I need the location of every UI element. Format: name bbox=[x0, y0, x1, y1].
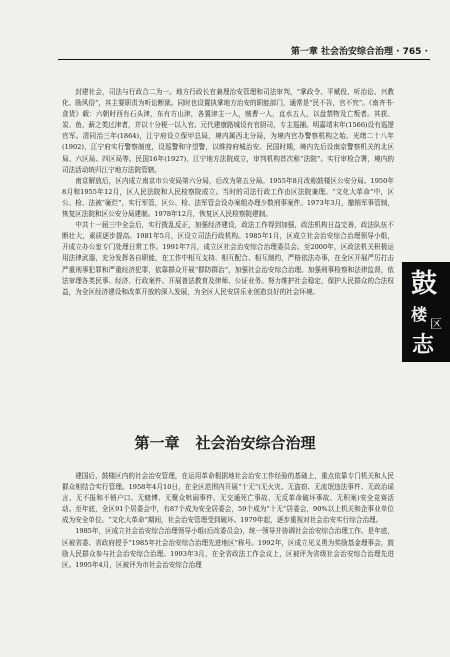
header-rule bbox=[58, 59, 430, 60]
side-seal-mark bbox=[402, 262, 450, 362]
lower-text-block bbox=[62, 471, 394, 571]
paragraph: 封建社会，司法与行政合二为一。地方行政长官兼理治安管理和司法审判，“掌政令、平赋役、听治讼、兴教化、励风俗”，其主要职责为听讼断狱。同时也设置执掌地方治安的职能部门，通常是“民不告，官不究”。《南齐书·食货》载：六朝时西有石头津，东有方山津，各置津主一人，贼曹一人，直水五人，以盘禁物及亡叛者。其获、炭、鱼、薪之类过津者，并以十分税一以入官。元代建康路城设有官厨司，专主巡捕。明嘉靖末年(1566)设有巡逻官军。清同治三年(1864)，江宁府设立保甲总局，境内属西北分局，为境内官办警察机构之始。光绪二十八年(1902)，江宁府实行警察制度，设巡警和守望警，以维持府城治安。民国时期，境内先后设南京警察机关的北区局、六区局、四区局等。民国16年(1927)，江宁地方法院成立，审判机构首次称“法院”。实行审检合署，境内的司法活动统归江宁地方法院管辖。 bbox=[62, 88, 395, 174]
paragraph: 南京解放后，区内成立南京市公安局第六分局，后改为第五分局。1955年8月改称鼓楼区公安分局。1950年8月和1955年12月，区人民法院和人民检察院成立。当时的司法行政工作由区法院兼理。“文化大革命”中，区公、检、法被“砸烂”，实行军管，区公、检、法军管会设办案组办理少数刑事案件。1973年3月，撤销军事管制，恢复区法院和区公安分局建制。1978年12月，恢复区人民检察院建制。 bbox=[62, 176, 394, 219]
running-header: 第一章 社会治安综合治理 · 765 · bbox=[290, 47, 428, 57]
chapter-heading bbox=[0, 432, 450, 453]
seal-char: 区 bbox=[429, 317, 443, 331]
upper-text-block bbox=[62, 87, 394, 298]
seal-char: 楼 bbox=[410, 305, 428, 324]
chapter-title: 社会治安综合治理 bbox=[195, 434, 316, 452]
paragraph: 1985年，区成立社会治安综合治理领导小组(后改委员会)，统一领导并协调社会治安综合治理工作。是年底，区被省委、省政府授予“1985年社会治安综合治理先进地区”称号。1992年，区成立见义勇为奖励基金理事会，鼓励人民群众参与社会治安综合治理。1993年3月，在全省政法工作会议上，区被评为省级社会治安综合治理先进区。1995年4月，区被评为市社会治安综合治理 bbox=[62, 527, 394, 569]
chapter-number: 第一章 bbox=[134, 434, 180, 452]
seal-char: 鼓 bbox=[410, 269, 438, 299]
paragraph: 中共十一届三中全会后，实行拨乱反正，加强经济建设，政法工作得到加强，政法机构日益完善，政法队伍不断壮大，素质逐步提高。1981年5月，区设立司法行政机构。1985年1月，区成立社会治安综合治理领导小组，开成立办公室专门处理日常工作。1991年7月，成立区社会治安综合治理委员会。至2000年，区政法机关积极运用法律武器，充分发挥各自职能，在工作中相互支持、相互配合、相互制约，严格依法办事，在全区开展严厉打击严重刑事犯罪和严重经济犯罪，依靠群众开展“群防群治”，加强社会治安综合治理。加强刑事检察和法律监督，依法审理各类民事、经济、行政案件。开展普法教育及律师、公证业务。努力维护社会稳定，保护人民群众的合法权益，为全区经济建设和改革开放的深入发展，为全区人民安居乐业创造良好的社会环境。 bbox=[62, 221, 394, 296]
paragraph: 建国后，鼓楼区内的社会治安管理，在运用革命根据地社会治安工作经验的基础上，重点依靠专门机关和人民群众相结合实行管理。1958年4月10日，在全区范围内开展“十无”(无火灾、无盗窃、无流氓违法事件、无政治谣言、无不报和不销户口、无赌博、无聚众哄闹事件、无交通死亡事故、无反革命破坏事故、无积案)安全竞赛活动。至年底，全区91个居委会中，有87个成为安全居委会，59个成为“十无”居委会，90%以上机关和企事业单位成为安全单位。“文化大革命”期间，社会治安管理受到破坏。1979年起，逐步重视对社会治安实行综合治理。 bbox=[62, 472, 394, 525]
calligraphy-seal-icon bbox=[402, 262, 450, 362]
seal-char: 志 bbox=[411, 332, 435, 358]
